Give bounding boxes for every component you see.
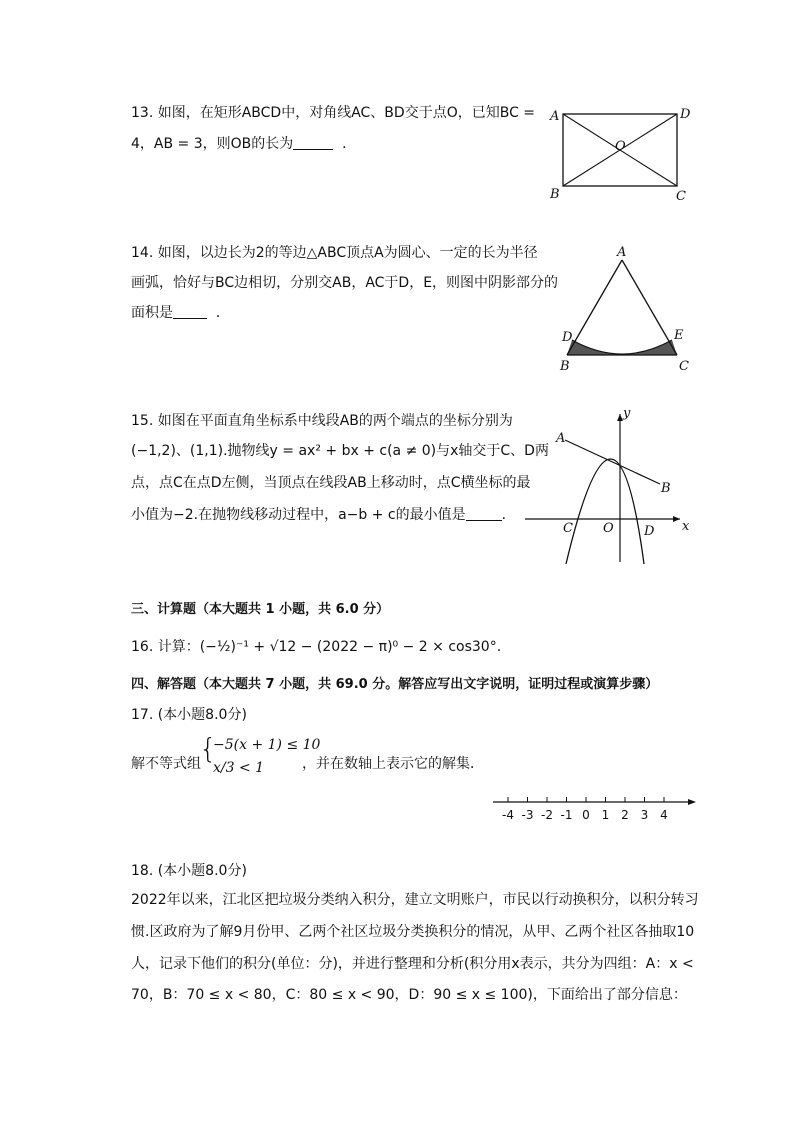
number-line-tick-label: -4 [502, 808, 514, 822]
segment-ab [565, 440, 660, 484]
answer-blank [173, 304, 207, 319]
side-ac [622, 260, 677, 355]
number-line-tick-label: -2 [541, 808, 553, 822]
q13-rectangle-figure [545, 100, 695, 205]
q18-line-1: 2022年以来，江北区把垃圾分类纳入积分，建立文明账户，市民以行动换积分，以积分转习 [131, 892, 699, 908]
q14-text-line3 [131, 303, 230, 323]
label-b: B [560, 359, 570, 374]
label-a: A [550, 109, 560, 124]
label-o: O [615, 139, 626, 154]
section3-heading: 三、计算题（本大题共 1 小题，共 6.0 分） [131, 602, 390, 617]
number-line-tick-label: 3 [640, 808, 649, 822]
q18-line-3: 人，记录下他们的积分(单位：分)，并进行整理和分析(积分用x表示，共分为四组：A：x < [131, 956, 694, 972]
q14-text-line1: 14. 如图，以边长为2的等边△ABC顶点A为圆心、一定的长为半径 [131, 245, 538, 261]
label-c: C [679, 359, 689, 374]
label-y: y [623, 406, 631, 421]
q14-text-line3-pre: 面积是 [131, 305, 173, 321]
number-line-tick-label: 1 [601, 808, 610, 822]
q18-line-2: 惯.区政府为了解9月份甲、乙两个社区垃圾分类换积分的情况，从甲、乙两个社区各抽取10 [131, 924, 695, 940]
q15-text-line4-pre: 小值为−2.在抛物线移动过程中，a−b + c的最小值是 [131, 507, 466, 523]
answer-blank [466, 506, 502, 521]
number-line-tick-label: 2 [621, 808, 629, 822]
q13-text-line2-post: ． [342, 136, 357, 152]
label-c: C [676, 189, 686, 204]
brace-symbol: { [199, 732, 217, 765]
label-o: O [603, 521, 614, 536]
parabola-curve [566, 459, 644, 564]
q13-text-line1: 13. 如图，在矩形ABCD中，对角线AC、BD交于点O，已知BC = [131, 105, 536, 121]
label-d: D [644, 524, 655, 539]
q15-text-line3: 点，点C在点D左侧，当顶点在线段AB上移动时，点C横坐标的最 [131, 475, 531, 491]
q15-text-line4-post: ． [501, 507, 516, 523]
q17-inequality-2: x/3 < 1 [213, 760, 265, 776]
label-e: E [674, 328, 684, 343]
q17-title: 17. (本小题8.0分) [131, 707, 247, 723]
number-line-tick-label: -1 [560, 808, 573, 822]
side-ab [567, 260, 622, 355]
q18-title: 18. (本小题8.0分) [131, 863, 247, 879]
number-line-tick-label: 0 [582, 808, 590, 822]
q15-text-line4 [131, 505, 516, 525]
q16-text: 16. 计算：(−½)⁻¹ + √12 − (2022 − π)⁰ − 2 × cos30°. [131, 639, 502, 655]
q17-inequality-1: −5(x + 1) ≤ 10 [213, 737, 321, 753]
q14-text-line3-post: ． [215, 305, 230, 321]
label-b: B [661, 481, 671, 496]
q15-text-line2: (−1,2)、(1,1).抛物线y = ax² + bx + c(a ≠ 0)与x轴交于C、D两 [131, 443, 549, 459]
q13-text-line2-pre: 4，AB = 3，则OB的长为 [131, 136, 294, 152]
shaded-region [567, 340, 677, 355]
answer-blank [293, 135, 333, 150]
label-b: B [550, 187, 560, 202]
number-line-tick-label: 4 [660, 808, 668, 822]
label-a: A [617, 245, 627, 260]
x-axis-arrow [673, 516, 680, 522]
number-line-tick-label: -3 [521, 808, 534, 822]
q13-text-line2 [131, 134, 356, 154]
label-x: x [682, 519, 690, 534]
q15-text-line1: 15. 如图在平面直角坐标系中线段AB的两个端点的坐标分别为 [131, 413, 513, 429]
label-d: D [680, 107, 691, 122]
q17-suffix: ，并在数轴上表示它的解集． [302, 756, 484, 772]
number-line [490, 790, 700, 825]
number-line-arrow [688, 799, 696, 805]
label-d: D [562, 330, 573, 345]
q15-parabola-figure [520, 402, 695, 567]
q14-triangle-figure [555, 243, 695, 373]
label-a: A [556, 431, 566, 446]
section4-heading: 四、解答题（本大题共 7 小题，共 69.0 分。解答应写出文字说明，证明过程或演算步骤） [131, 677, 659, 692]
q17-prefix: 解不等式组 [131, 756, 201, 772]
label-c: C [563, 521, 573, 536]
q14-text-line2: 画弧，恰好与BC边相切，分别交AB，AC于D，E，则图中阴影部分的 [131, 275, 559, 291]
q18-line-4: 70，B：70 ≤ x < 80，C：80 ≤ x < 90，D：90 ≤ x ≤ 100)，下面给出了部分信息： [131, 987, 687, 1003]
